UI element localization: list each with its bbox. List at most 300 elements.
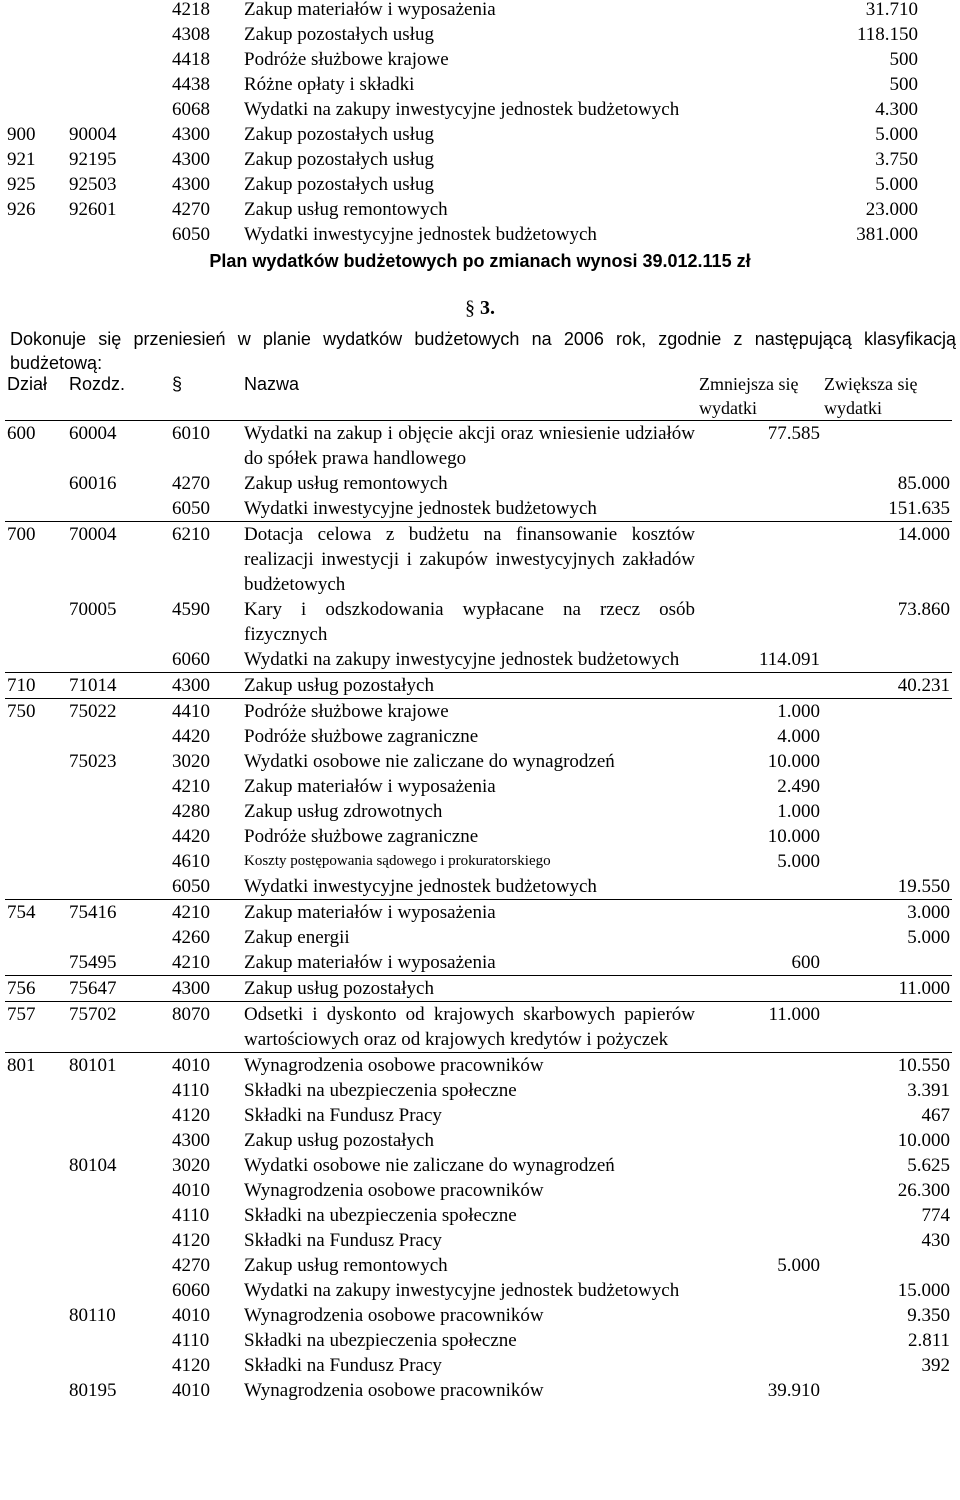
rozdzial-cell [67,97,170,122]
rozdzial-cell [67,774,170,799]
nazwa-cell: Składki na Fundusz Pracy [244,1230,442,1251]
nazwa-cell: Wydatki na zakupy inwestycyjne jednostek budżetowych [244,99,680,120]
table-row [5,22,920,47]
intro-paragraph: Dokonuje się przeniesień w planie wydatków budżetowych na 2006 rok, zgodnie z następującą klasyfikacją budżetową: [10,329,956,373]
dzial-cell [5,1328,67,1353]
zmniejsza-cell [697,1053,822,1079]
nazwa-cell: Podróże służbowe zagraniczne [244,726,479,747]
paragraf-cell: 4590 [172,599,210,620]
nazwa-cell: Zakup usług remontowych [244,1255,448,1276]
nazwa-cell: Zakup pozostałych usług [244,124,434,145]
dzial-cell: 926 [7,199,36,220]
table-header-row [5,372,952,421]
paragraf-cell: 4270 [172,199,210,220]
nazwa-cell: Odsetki i dyskonto od krajowych skarbowych papierów wartościowych oraz od krajowych kredytów i pożyczek [242,1002,697,1053]
paragraf-cell: 4010 [172,1180,210,1201]
table-row [5,1203,952,1228]
zmniejsza-cell [697,1228,822,1253]
nazwa-cell: Kary i odszkodowania wypłacane na rzecz osób fizycznych [244,599,695,645]
table-row [5,122,920,147]
paragraf-cell: 6210 [170,522,242,598]
zmniejsza-cell [697,1153,822,1178]
zwieksza-cell: 10.000 [897,1130,950,1151]
zwieksza-cell: 2.811 [907,1330,950,1351]
paragraf-cell: 4010 [172,1380,210,1401]
table-row [5,749,952,774]
paragraf-cell: 6050 [172,498,210,519]
nazwa-cell: Wydatki osobowe nie zaliczane do wynagrodzeń [244,1155,615,1176]
dzial-cell: 900 [7,124,36,145]
table-row [5,724,952,749]
nazwa-cell: Koszty postępowania sądowego i prokuratorskiego [244,853,551,869]
rozdzial-cell: 60016 [69,473,117,494]
zwieksza-cell: 3.391 [907,1080,950,1101]
table-row [5,976,952,1002]
rozdzial-cell: 75495 [69,952,117,973]
zwieksza-cell: 392 [921,1355,950,1376]
rozdzial-cell [67,1228,170,1253]
paragraf-cell: 4218 [172,0,210,20]
dzial-cell [5,222,67,247]
zwieksza-cell [822,849,952,874]
header-zwieksza: Zwiększa się wydatki [824,374,918,418]
paragraf-cell: 4210 [172,776,210,797]
zmniejsza-cell: 114.091 [758,649,820,670]
rozdzial-cell [67,47,170,72]
dzial-cell [5,47,67,72]
zmniejsza-cell: 5.000 [777,1255,820,1276]
paragraf-cell: 6060 [172,1280,210,1301]
table-row [5,1178,952,1203]
rozdzial-cell: 75023 [69,751,117,772]
rozdzial-cell: 70004 [67,522,170,598]
dzial-cell: 700 [5,522,67,598]
rozdzial-cell [67,0,170,22]
nazwa-cell: Zakup usług remontowych [244,199,448,220]
paragraf-cell: 4610 [172,851,210,872]
zmniejsza-cell [697,522,822,598]
zwieksza-cell: 10.550 [822,1053,952,1079]
dzial-cell [5,824,67,849]
dzial-cell [5,925,67,950]
paragraf-cell: 4270 [172,1255,210,1276]
paragraf-cell: 4120 [172,1105,210,1126]
kwota-cell: 3.750 [875,149,918,170]
paragraf-cell: 4300 [172,174,210,195]
dzial-cell [5,774,67,799]
nazwa-cell: Składki na ubezpieczenia społeczne [244,1330,517,1351]
nazwa-cell: Składki na Fundusz Pracy [244,1105,442,1126]
rozdzial-cell: 75416 [67,900,170,926]
rozdzial-cell [67,22,170,47]
paragraf-cell: 4110 [172,1080,210,1101]
nazwa-cell: Wynagrodzenia osobowe pracowników [244,1180,544,1201]
zwieksza-cell [822,421,952,472]
rozdzial-cell: 71014 [67,673,170,699]
dzial-cell: 757 [5,1002,67,1053]
nazwa-cell: Składki na Fundusz Pracy [244,1355,442,1376]
dzial-cell [5,1078,67,1103]
table-row [5,421,952,472]
nazwa-cell: Zakup usług pozostałych [242,673,697,699]
dzial-cell [5,874,67,900]
table-row [5,97,920,122]
dzial-cell [5,1253,67,1278]
rozdzial-cell [67,925,170,950]
zmniejsza-cell: 10.000 [767,751,820,772]
kwota-cell: 4.300 [875,99,918,120]
dzial-cell: 710 [5,673,67,699]
nazwa-cell: Zakup usług zdrowotnych [244,801,443,822]
rozdzial-cell [67,1178,170,1203]
rozdzial-cell: 92195 [69,149,117,170]
dzial-cell [5,1153,67,1178]
zwieksza-cell [822,699,952,725]
dzial-cell [5,1353,67,1378]
nazwa-cell: Zakup materiałów i wyposażenia [244,776,496,797]
table-row [5,900,952,926]
zwieksza-cell: 774 [921,1205,950,1226]
paragraf-cell: 4120 [172,1355,210,1376]
zmniejsza-cell: 39.910 [767,1380,820,1401]
rozdzial-cell: 75702 [67,1002,170,1053]
header-zmniejsza: Zmniejsza się wydatki [699,374,799,418]
rozdzial-cell: 80110 [69,1305,116,1326]
zmniejsza-cell: 77.585 [697,421,822,472]
dzial-cell [5,799,67,824]
paragraf-cell: 6050 [172,876,210,897]
paragraf-cell: 4120 [172,1230,210,1251]
zmniejsza-cell [697,471,822,496]
rozdzial-cell: 70005 [69,599,117,620]
table-row [5,874,952,900]
table-row [5,1378,952,1403]
rozdzial-cell [67,1128,170,1153]
rozdzial-cell [67,72,170,97]
rozdzial-cell: 92503 [69,174,117,195]
dzial-cell [5,0,67,22]
paragraf-cell: 8070 [170,1002,242,1053]
kwota-cell: 5.000 [875,124,918,145]
nazwa-cell: Dotacja celowa z budżetu na finansowanie kosztów realizacji inwestycji i zakupów inwestycyjnych zakładów budżetowych [242,522,697,598]
table-row [5,471,952,496]
dzial-cell [5,1103,67,1128]
rozdzial-cell [67,1203,170,1228]
header-paragraf: § [172,374,183,394]
zwieksza-cell [822,774,952,799]
table-row [5,0,920,22]
paragraf-cell: 4210 [170,900,242,926]
kwota-cell: 500 [889,74,918,95]
table-row [5,1253,952,1278]
table-row [5,1103,952,1128]
zwieksza-cell [822,1253,952,1278]
nazwa-cell: Wydatki inwestycyjne jednostek budżetowych [244,498,597,519]
dzial-cell [5,471,67,496]
paragraf-cell: 4300 [172,124,210,145]
rozdzial-cell [67,496,170,522]
zwieksza-cell [822,824,952,849]
zwieksza-cell: 40.231 [822,673,952,699]
dzial-cell [5,97,67,122]
table-row [5,1353,952,1378]
paragraf-cell: 4010 [170,1053,242,1079]
table-row [5,72,920,97]
table-row [5,824,952,849]
table-row [5,925,952,950]
zmniejsza-cell: 5.000 [777,851,820,872]
dzial-cell [5,1278,67,1303]
paragraf-cell: 4300 [170,673,242,699]
zwieksza-cell [822,1002,952,1053]
dzial-cell: 801 [5,1053,67,1079]
zmniejsza-cell [697,1128,822,1153]
zmniejsza-cell: 600 [791,952,820,973]
kwota-cell: 5.000 [875,174,918,195]
nazwa-cell: Składki na ubezpieczenia społeczne [244,1080,517,1101]
dzial-cell [5,72,67,97]
zmniejsza-cell: 2.490 [777,776,820,797]
nazwa-cell: Zakup pozostałych usług [244,24,434,45]
dzial-cell [5,1128,67,1153]
zmniejsza-cell: 11.000 [697,1002,822,1053]
zwieksza-cell: 5.000 [907,927,950,948]
rozdzial-cell [67,1328,170,1353]
rozdzial-cell: 75647 [67,976,170,1002]
paragraf-cell: 6060 [172,649,210,670]
zwieksza-cell: 5.625 [907,1155,950,1176]
paragraf-cell: 4300 [172,149,210,170]
header-rozdzial: Rozdz. [69,374,126,394]
nazwa-cell: Zakup materiałów i wyposażenia [242,900,697,926]
table-row [5,1053,952,1079]
nazwa-cell: Zakup materiałów i wyposażenia [244,952,496,973]
table-row [5,1128,952,1153]
nazwa-cell: Podróże służbowe krajowe [242,699,697,725]
table-row [5,147,920,172]
dzial-cell: 925 [7,174,36,195]
table-row [5,799,952,824]
zmniejsza-cell: 1.000 [777,801,820,822]
nazwa-cell: Składki na ubezpieczenia społeczne [244,1205,517,1226]
table-row [5,597,952,647]
table-row [5,1002,952,1053]
zmniejsza-cell [697,1278,822,1303]
zmniejsza-cell [697,925,822,950]
section-number: 3. [480,297,495,319]
table-row [5,647,952,673]
rozdzial-cell [67,1353,170,1378]
paragraf-cell: 4418 [172,49,210,70]
paragraf-cell: 4260 [172,927,210,948]
rozdzial-cell [67,724,170,749]
dzial-cell [5,849,67,874]
zmniejsza-cell [697,1103,822,1128]
nazwa-cell: Zakup usług pozostałych [242,976,697,1002]
zwieksza-cell: 11.000 [822,976,952,1002]
zwieksza-cell: 467 [921,1105,950,1126]
table-row [5,673,952,699]
dzial-cell [5,1378,67,1403]
rozdzial-cell [67,1253,170,1278]
paragraf-cell: 6050 [172,224,210,245]
dzial-cell [5,22,67,47]
zwieksza-cell [822,724,952,749]
zwieksza-cell [822,647,952,673]
zwieksza-cell: 430 [921,1230,950,1251]
plan-summary: Plan wydatków budżetowych po zmianach wynosi 39.012.115 zł [209,251,751,271]
paragraf-cell: 4300 [172,1130,210,1151]
nazwa-cell: Wydatki inwestycyjne jednostek budżetowych [244,224,597,245]
rozdzial-cell [67,1278,170,1303]
zmniejsza-cell [697,1078,822,1103]
zwieksza-cell: 15.000 [897,1280,950,1301]
zmniejsza-cell: 10.000 [767,826,820,847]
header-nazwa: Nazwa [244,374,300,394]
table-row [5,1078,952,1103]
dzial-cell [5,1303,67,1328]
paragraf-cell: 3020 [172,751,210,772]
paragraf-cell: 4280 [172,801,210,822]
header-dzial: Dział [7,374,48,394]
paragraf-cell: 4308 [172,24,210,45]
nazwa-cell: Różne opłaty i składki [244,74,415,95]
rozdzial-cell: 75022 [67,699,170,725]
table-row [5,774,952,799]
zmniejsza-cell: 1.000 [697,699,822,725]
zwieksza-cell: 19.550 [897,876,950,897]
zwieksza-cell: 151.635 [888,498,950,519]
dzial-cell [5,749,67,774]
zwieksza-cell [822,749,952,774]
table-row [5,950,952,976]
paragraf-cell: 4438 [172,74,210,95]
nazwa-cell: Wydatki na zakupy inwestycyjne jednostek budżetowych [244,1280,680,1301]
nazwa-cell: Zakup usług pozostałych [244,1130,434,1151]
dzial-cell [5,496,67,522]
dzial-cell [5,1203,67,1228]
paragraf-cell: 4010 [172,1305,210,1326]
zwieksza-cell: 9.350 [907,1305,950,1326]
dzial-cell: 754 [5,900,67,926]
kwota-cell: 118.150 [856,24,918,45]
dzial-cell: 600 [5,421,67,472]
paragraf-cell: 4110 [172,1205,210,1226]
rozdzial-cell: 92601 [69,199,117,220]
zmniejsza-cell [697,1353,822,1378]
rozdzial-cell [67,874,170,900]
paragraf-cell: 3020 [172,1155,210,1176]
dzial-cell: 921 [7,149,36,170]
table-row [5,1228,952,1253]
zmniejsza-cell [697,496,822,522]
dzial-cell [5,1228,67,1253]
rozdzial-cell [67,1103,170,1128]
kwota-cell: 31.710 [865,0,918,20]
table-row [5,1278,952,1303]
zwieksza-cell: 85.000 [897,473,950,494]
table-row [5,1153,952,1178]
zmniejsza-cell [697,900,822,926]
rozdzial-cell [67,824,170,849]
dzial-cell: 756 [5,976,67,1002]
rozdzial-cell [67,647,170,673]
paragraf-cell: 6068 [172,99,210,120]
nazwa-cell: Wydatki na zakupy inwestycyjne jednostek budżetowych [244,649,680,670]
table-row [5,496,952,522]
top-expenditure-table [5,0,920,247]
paragraf-cell: 6010 [170,421,242,472]
rozdzial-cell: 60004 [67,421,170,472]
nazwa-cell: Podróże służbowe krajowe [244,49,449,70]
nazwa-cell: Zakup materiałów i wyposażenia [244,0,496,20]
zmniejsza-cell [697,1178,822,1203]
kwota-cell: 381.000 [856,224,918,245]
paragraf-cell: 4420 [172,726,210,747]
paragraph-sign: § [465,297,475,319]
zwieksza-cell [822,1378,952,1403]
nazwa-cell: Wynagrodzenia osobowe pracowników [244,1380,544,1401]
zmniejsza-cell [697,874,822,900]
dzial-cell [5,647,67,673]
rozdzial-cell: 90004 [69,124,117,145]
zwieksza-cell: 26.300 [897,1180,950,1201]
nazwa-cell: Zakup usług remontowych [244,473,448,494]
zmniejsza-cell: 4.000 [777,726,820,747]
paragraf-cell: 4420 [172,826,210,847]
rozdzial-cell [67,799,170,824]
table-row [5,222,920,247]
zmniejsza-cell [697,673,822,699]
kwota-cell: 500 [889,49,918,70]
zwieksza-cell [822,950,952,976]
nazwa-cell: Wydatki osobowe nie zaliczane do wynagrodzeń [244,751,615,772]
zmniejsza-cell [697,1303,822,1328]
zmniejsza-cell [697,976,822,1002]
paragraf-cell: 4410 [170,699,242,725]
zwieksza-cell: 3.000 [822,900,952,926]
table-row [5,1328,952,1353]
dzial-cell: 750 [5,699,67,725]
table-row [5,172,920,197]
dzial-cell [5,597,67,647]
section-heading [0,297,960,320]
table-row [5,522,952,598]
rozdzial-cell [67,222,170,247]
zmniejsza-cell [697,1328,822,1353]
nazwa-cell: Zakup pozostałych usług [244,149,434,170]
table-row [5,849,952,874]
kwota-cell: 23.000 [865,199,918,220]
rozdzial-cell: 80104 [69,1155,117,1176]
table-row [5,197,920,222]
zmniejsza-cell [697,597,822,647]
paragraf-cell: 4300 [170,976,242,1002]
dzial-cell [5,950,67,976]
rozdzial-cell [67,1078,170,1103]
paragraf-cell: 4110 [172,1330,210,1351]
paragraf-cell: 4210 [172,952,210,973]
nazwa-cell: Zakup pozostałych usług [244,174,434,195]
budget-transfer-table [5,372,952,1403]
dzial-cell [5,1178,67,1203]
zwieksza-cell: 73.860 [897,599,950,620]
nazwa-cell: Zakup energii [244,927,350,948]
rozdzial-cell [67,849,170,874]
nazwa-cell: Wynagrodzenia osobowe pracowników [244,1305,544,1326]
paragraf-cell: 4270 [172,473,210,494]
nazwa-cell: Podróże służbowe zagraniczne [244,826,479,847]
